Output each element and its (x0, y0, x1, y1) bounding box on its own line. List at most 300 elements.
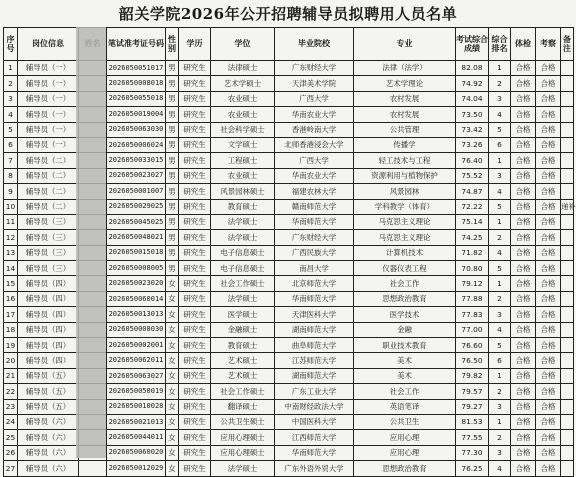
cell-education: 研究生 (179, 307, 211, 322)
cell-medical: 合格 (511, 307, 536, 322)
cell-major: 传播学 (354, 137, 456, 152)
cell-medical: 合格 (511, 199, 536, 214)
cell-remark (561, 430, 574, 445)
cell-degree: 文学硕士 (211, 137, 275, 152)
cell-school: 曲阜师范大学 (275, 338, 354, 353)
cell-remark (561, 261, 574, 276)
cell-gender: 男 (166, 214, 179, 229)
cell-gender: 女 (166, 338, 179, 353)
cell-index: 1 (4, 61, 18, 76)
cell-education: 研究生 (179, 61, 211, 76)
cell-gender: 女 (166, 353, 179, 368)
cell-exam-id: 2026050023020 (107, 276, 166, 291)
col-header-score: 考试综合成绩 (456, 28, 489, 61)
cell-gender: 女 (166, 384, 179, 399)
cell-review: 合格 (536, 199, 561, 214)
cell-index: 19 (4, 338, 18, 353)
cell-remark (561, 307, 574, 322)
cell-education: 研究生 (179, 399, 211, 414)
cell-education: 研究生 (179, 445, 211, 460)
cell-school: 北师香港浸会大学 (275, 137, 354, 152)
cell-exam-id: 2026050021013 (107, 414, 166, 429)
cell-remark (561, 461, 574, 476)
cell-rank: 3 (489, 399, 511, 414)
cell-exam-id: 2026050008018 (107, 76, 166, 91)
cell-rank: 3 (489, 307, 511, 322)
cell-review: 合格 (536, 91, 561, 106)
cell-education: 研究生 (179, 245, 211, 260)
cell-gender: 男 (166, 245, 179, 260)
cell-rank: 1 (489, 414, 511, 429)
cell-degree: 电子信息硕士 (211, 245, 275, 260)
cell-gender: 女 (166, 461, 179, 476)
cell-rank: 1 (489, 153, 511, 168)
cell-index: 24 (4, 414, 18, 429)
cell-review: 合格 (536, 414, 561, 429)
cell-exam-id: 2026050060020 (107, 445, 166, 460)
cell-index: 16 (4, 291, 18, 306)
cell-position: 辅导员（一） (18, 91, 79, 106)
cell-index: 5 (4, 122, 18, 137)
cell-position: 辅导员（四） (18, 338, 79, 353)
cell-index: 15 (4, 276, 18, 291)
cell-review: 合格 (536, 291, 561, 306)
cell-index: 2 (4, 76, 18, 91)
cell-rank: 4 (489, 322, 511, 337)
cell-rank: 2 (489, 430, 511, 445)
cell-medical: 合格 (511, 61, 536, 76)
cell-medical: 合格 (511, 445, 536, 460)
cell-rank: 1 (489, 276, 511, 291)
cell-degree: 教育硕士 (211, 199, 275, 214)
cell-position: 辅导员（四） (18, 322, 79, 337)
cell-remark (561, 153, 574, 168)
cell-major: 英语笔译 (354, 399, 456, 414)
cell-medical: 合格 (511, 399, 536, 414)
cell-school: 天津美术学院 (275, 76, 354, 91)
cell-exam-id: 2026050012029 (107, 461, 166, 476)
cell-school: 中南财经政法大学 (275, 399, 354, 414)
cell-score: 77.88 (456, 291, 489, 306)
cell-name (79, 461, 107, 476)
name-redaction-block (76, 27, 106, 458)
cell-medical: 合格 (511, 338, 536, 353)
cell-medical: 合格 (511, 261, 536, 276)
cell-medical: 合格 (511, 414, 536, 429)
cell-index: 3 (4, 91, 18, 106)
cell-remark (561, 384, 574, 399)
cell-rank: 2 (489, 291, 511, 306)
cell-position: 辅导员（二） (18, 184, 79, 199)
cell-remark (561, 245, 574, 260)
cell-rank: 4 (489, 107, 511, 122)
cell-school: 华南师范大学 (275, 291, 354, 306)
cell-score: 79.57 (456, 384, 489, 399)
cell-rank: 4 (489, 245, 511, 260)
cell-gender: 男 (166, 199, 179, 214)
cell-degree: 艺术学硕士 (211, 76, 275, 91)
col-header-review: 考察 (536, 28, 561, 61)
cell-index: 27 (4, 461, 18, 476)
cell-exam-id: 2026050001007 (107, 184, 166, 199)
cell-exam-id: 2026050023027 (107, 168, 166, 183)
cell-remark (561, 338, 574, 353)
cell-score: 72.22 (456, 199, 489, 214)
cell-medical: 合格 (511, 91, 536, 106)
cell-major: 资源利用与植物保护 (354, 168, 456, 183)
cell-education: 研究生 (179, 76, 211, 91)
cell-remark (561, 230, 574, 245)
cell-education: 研究生 (179, 153, 211, 168)
cell-major: 思想政治教育 (354, 291, 456, 306)
cell-index: 4 (4, 107, 18, 122)
cell-position: 辅导员（四） (18, 353, 79, 368)
cell-index: 9 (4, 184, 18, 199)
table-row (4, 461, 574, 476)
cell-review: 合格 (536, 230, 561, 245)
cell-degree: 社会工作硕士 (211, 276, 275, 291)
cell-exam-id: 2026050055018 (107, 91, 166, 106)
cell-major: 应用心理 (354, 430, 456, 445)
cell-position: 辅导员（一） (18, 76, 79, 91)
cell-position: 辅导员（二） (18, 153, 79, 168)
cell-review: 合格 (536, 322, 561, 337)
cell-medical: 合格 (511, 461, 536, 476)
cell-degree: 翻译硕士 (211, 399, 275, 414)
cell-remark (561, 168, 574, 183)
cell-school: 江西师范大学 (275, 430, 354, 445)
cell-score: 74.92 (456, 76, 489, 91)
cell-education: 研究生 (179, 199, 211, 214)
cell-education: 研究生 (179, 91, 211, 106)
cell-exam-id: 2026050008005 (107, 261, 166, 276)
cell-medical: 合格 (511, 184, 536, 199)
cell-review: 合格 (536, 261, 561, 276)
cell-major: 社会工作 (354, 384, 456, 399)
cell-score: 76.40 (456, 153, 489, 168)
cell-rank: 1 (489, 214, 511, 229)
cell-review: 合格 (536, 399, 561, 414)
cell-score: 74.87 (456, 184, 489, 199)
col-header-gender: 性别 (166, 28, 179, 61)
cell-score: 76.50 (456, 353, 489, 368)
cell-rank: 3 (489, 91, 511, 106)
cell-major: 马克思主义理论 (354, 214, 456, 229)
cell-score: 76.25 (456, 461, 489, 476)
cell-school: 北京师范大学 (275, 276, 354, 291)
cell-school: 赣南师范大学 (275, 199, 354, 214)
cell-review: 合格 (536, 445, 561, 460)
cell-education: 研究生 (179, 261, 211, 276)
cell-gender: 男 (166, 261, 179, 276)
cell-major: 艺术学理论 (354, 76, 456, 91)
cell-remark (561, 61, 574, 76)
cell-position: 辅导员（三） (18, 230, 79, 245)
cell-position: 辅导员（三） (18, 214, 79, 229)
cell-exam-id: 2026050002001 (107, 338, 166, 353)
cell-major: 金融 (354, 322, 456, 337)
cell-review: 合格 (536, 61, 561, 76)
cell-school: 南昌大学 (275, 261, 354, 276)
cell-position: 辅导员（五） (18, 399, 79, 414)
cell-school: 华南农业大学 (275, 107, 354, 122)
cell-exam-id: 2026050051017 (107, 61, 166, 76)
cell-degree: 法学硕士 (211, 230, 275, 245)
cell-medical: 合格 (511, 137, 536, 152)
cell-score: 81.53 (456, 414, 489, 429)
cell-major: 美术 (354, 368, 456, 383)
cell-index: 23 (4, 399, 18, 414)
cell-gender: 女 (166, 414, 179, 429)
cell-gender: 男 (166, 137, 179, 152)
cell-exam-id: 2026050045025 (107, 214, 166, 229)
cell-medical: 合格 (511, 153, 536, 168)
cell-school: 广西大学 (275, 91, 354, 106)
cell-position: 辅导员（一） (18, 137, 79, 152)
cell-exam-id: 2026050029025 (107, 199, 166, 214)
cell-medical: 合格 (511, 368, 536, 383)
cell-rank: 1 (489, 368, 511, 383)
cell-degree: 农业硕士 (211, 168, 275, 183)
cell-score: 74.04 (456, 91, 489, 106)
cell-score: 70.80 (456, 261, 489, 276)
cell-review: 合格 (536, 122, 561, 137)
cell-review: 合格 (536, 353, 561, 368)
cell-remark (561, 76, 574, 91)
cell-review: 合格 (536, 184, 561, 199)
cell-position: 辅导员（四） (18, 291, 79, 306)
col-header-degree: 学位 (211, 28, 275, 61)
cell-score: 76.60 (456, 338, 489, 353)
cell-position: 辅导员（六） (18, 414, 79, 429)
cell-major: 医学技术 (354, 307, 456, 322)
cell-degree: 法学硕士 (211, 461, 275, 476)
cell-position: 辅导员（六） (18, 430, 79, 445)
cell-index: 8 (4, 168, 18, 183)
col-header-major: 专业 (354, 28, 456, 61)
cell-exam-id: 2026050010028 (107, 399, 166, 414)
cell-medical: 合格 (511, 245, 536, 260)
cell-remark (561, 276, 574, 291)
cell-major: 计算机技术 (354, 245, 456, 260)
cell-remark (561, 291, 574, 306)
cell-major: 应用心理 (354, 445, 456, 460)
cell-remark (561, 122, 574, 137)
cell-gender: 男 (166, 122, 179, 137)
cell-degree: 风景园林硕士 (211, 184, 275, 199)
cell-review: 合格 (536, 214, 561, 229)
cell-school: 广西民族大学 (275, 245, 354, 260)
cell-score: 73.26 (456, 137, 489, 152)
cell-degree: 金融硕士 (211, 322, 275, 337)
cell-remark (561, 353, 574, 368)
cell-school: 广东财经大学 (275, 61, 354, 76)
cell-degree: 法律硕士 (211, 61, 275, 76)
cell-medical: 合格 (511, 322, 536, 337)
cell-degree: 农业硕士 (211, 107, 275, 122)
cell-education: 研究生 (179, 122, 211, 137)
cell-exam-id: 2026050006024 (107, 137, 166, 152)
col-header-education: 学历 (179, 28, 211, 61)
cell-remark (561, 368, 574, 383)
cell-exam-id: 2026050063027 (107, 368, 166, 383)
cell-school: 中国医科大学 (275, 414, 354, 429)
cell-education: 研究生 (179, 137, 211, 152)
cell-gender: 男 (166, 184, 179, 199)
cell-score: 77.30 (456, 445, 489, 460)
cell-review: 合格 (536, 107, 561, 122)
cell-rank: 5 (489, 199, 511, 214)
cell-review: 合格 (536, 368, 561, 383)
cell-remark (561, 214, 574, 229)
col-header-index: 序号 (4, 28, 18, 61)
cell-degree: 艺术硕士 (211, 368, 275, 383)
cell-rank: 3 (489, 445, 511, 460)
cell-score: 77.55 (456, 430, 489, 445)
cell-gender: 男 (166, 61, 179, 76)
cell-score: 77.83 (456, 307, 489, 322)
cell-school: 广西大学 (275, 153, 354, 168)
cell-major: 思想政治教育 (354, 461, 456, 476)
cell-review: 合格 (536, 76, 561, 91)
cell-remark (561, 445, 574, 460)
cell-education: 研究生 (179, 338, 211, 353)
cell-degree: 医学硕士 (211, 307, 275, 322)
cell-index: 14 (4, 261, 18, 276)
cell-degree: 教育硕士 (211, 338, 275, 353)
cell-medical: 合格 (511, 168, 536, 183)
cell-major: 美术 (354, 353, 456, 368)
cell-education: 研究生 (179, 276, 211, 291)
cell-degree: 农业硕士 (211, 91, 275, 106)
cell-education: 研究生 (179, 414, 211, 429)
cell-medical: 合格 (511, 107, 536, 122)
cell-rank: 5 (489, 122, 511, 137)
cell-education: 研究生 (179, 322, 211, 337)
cell-gender: 女 (166, 368, 179, 383)
cell-review: 合格 (536, 276, 561, 291)
cell-rank: 5 (489, 261, 511, 276)
cell-degree: 法学硕士 (211, 214, 275, 229)
cell-school: 广东工业大学 (275, 384, 354, 399)
cell-position: 辅导员（六） (18, 461, 79, 476)
cell-rank: 2 (489, 230, 511, 245)
cell-major: 公共管理 (354, 122, 456, 137)
cell-medical: 合格 (511, 384, 536, 399)
cell-gender: 女 (166, 399, 179, 414)
cell-gender: 男 (166, 107, 179, 122)
cell-remark (561, 414, 574, 429)
cell-gender: 女 (166, 307, 179, 322)
cell-medical: 合格 (511, 122, 536, 137)
cell-degree: 电子信息硕士 (211, 261, 275, 276)
cell-index: 26 (4, 445, 18, 460)
cell-degree: 公共卫生硕士 (211, 414, 275, 429)
cell-school: 湖南师范大学 (275, 368, 354, 383)
cell-remark (561, 137, 574, 152)
cell-score: 73.42 (456, 122, 489, 137)
col-header-remark: 备注 (561, 28, 574, 61)
cell-major: 法律（法学） (354, 61, 456, 76)
cell-remark (561, 184, 574, 199)
cell-position: 辅导员（四） (18, 276, 79, 291)
cell-degree: 应用心理硕士 (211, 445, 275, 460)
cell-gender: 男 (166, 76, 179, 91)
cell-major: 轻工技术与工程 (354, 153, 456, 168)
cell-exam-id: 2026050062011 (107, 353, 166, 368)
cell-exam-id: 2026050033015 (107, 153, 166, 168)
cell-major: 公共卫生 (354, 414, 456, 429)
col-header-position: 岗位信息 (18, 28, 79, 61)
cell-rank: 1 (489, 61, 511, 76)
cell-education: 研究生 (179, 107, 211, 122)
cell-position: 辅导员（一） (18, 122, 79, 137)
cell-position: 辅导员（五） (18, 368, 79, 383)
cell-score: 71.82 (456, 245, 489, 260)
cell-position: 辅导员（四） (18, 307, 79, 322)
cell-education: 研究生 (179, 353, 211, 368)
cell-exam-id: 2026050015018 (107, 245, 166, 260)
cell-education: 研究生 (179, 230, 211, 245)
cell-index: 6 (4, 137, 18, 152)
cell-degree: 社会科学硕士 (211, 122, 275, 137)
cell-gender: 女 (166, 276, 179, 291)
cell-education: 研究生 (179, 291, 211, 306)
cell-degree: 应用心理硕士 (211, 430, 275, 445)
cell-major: 仪器仪表工程 (354, 261, 456, 276)
cell-education: 研究生 (179, 168, 211, 183)
cell-education: 研究生 (179, 461, 211, 476)
page-title: 韶关学院2026年公开招聘辅导员拟聘用人员名单 (118, 5, 458, 23)
cell-school: 广东财经大学 (275, 230, 354, 245)
cell-school: 福建农林大学 (275, 184, 354, 199)
cell-index: 10 (4, 199, 18, 214)
cell-gender: 男 (166, 91, 179, 106)
cell-position: 辅导员（五） (18, 384, 79, 399)
cell-score: 75.52 (456, 168, 489, 183)
cell-school: 广东外语外贸大学 (275, 461, 354, 476)
cell-major: 职业技术教育 (354, 338, 456, 353)
cell-gender: 女 (166, 430, 179, 445)
cell-medical: 合格 (511, 214, 536, 229)
cell-education: 研究生 (179, 184, 211, 199)
cell-review: 合格 (536, 137, 561, 152)
cell-education: 研究生 (179, 214, 211, 229)
cell-position: 辅导员（三） (18, 261, 79, 276)
cell-medical: 合格 (511, 230, 536, 245)
cell-remark (561, 322, 574, 337)
cell-review: 合格 (536, 430, 561, 445)
cell-exam-id: 2026050048021 (107, 230, 166, 245)
cell-index: 13 (4, 245, 18, 260)
cell-exam-id: 2026050044011 (107, 430, 166, 445)
col-header-exam-id: 笔试准考证号码 (107, 28, 166, 61)
cell-rank: 4 (489, 184, 511, 199)
cell-score: 74.25 (456, 230, 489, 245)
cell-index: 21 (4, 368, 18, 383)
cell-index: 12 (4, 230, 18, 245)
cell-review: 合格 (536, 461, 561, 476)
cell-index: 25 (4, 430, 18, 445)
cell-score: 77.00 (456, 322, 489, 337)
cell-gender: 男 (166, 168, 179, 183)
cell-education: 研究生 (179, 430, 211, 445)
cell-index: 7 (4, 153, 18, 168)
cell-score: 79.82 (456, 368, 489, 383)
cell-gender: 男 (166, 230, 179, 245)
cell-score: 79.12 (456, 276, 489, 291)
cell-major: 学科教学（体育） (354, 199, 456, 214)
